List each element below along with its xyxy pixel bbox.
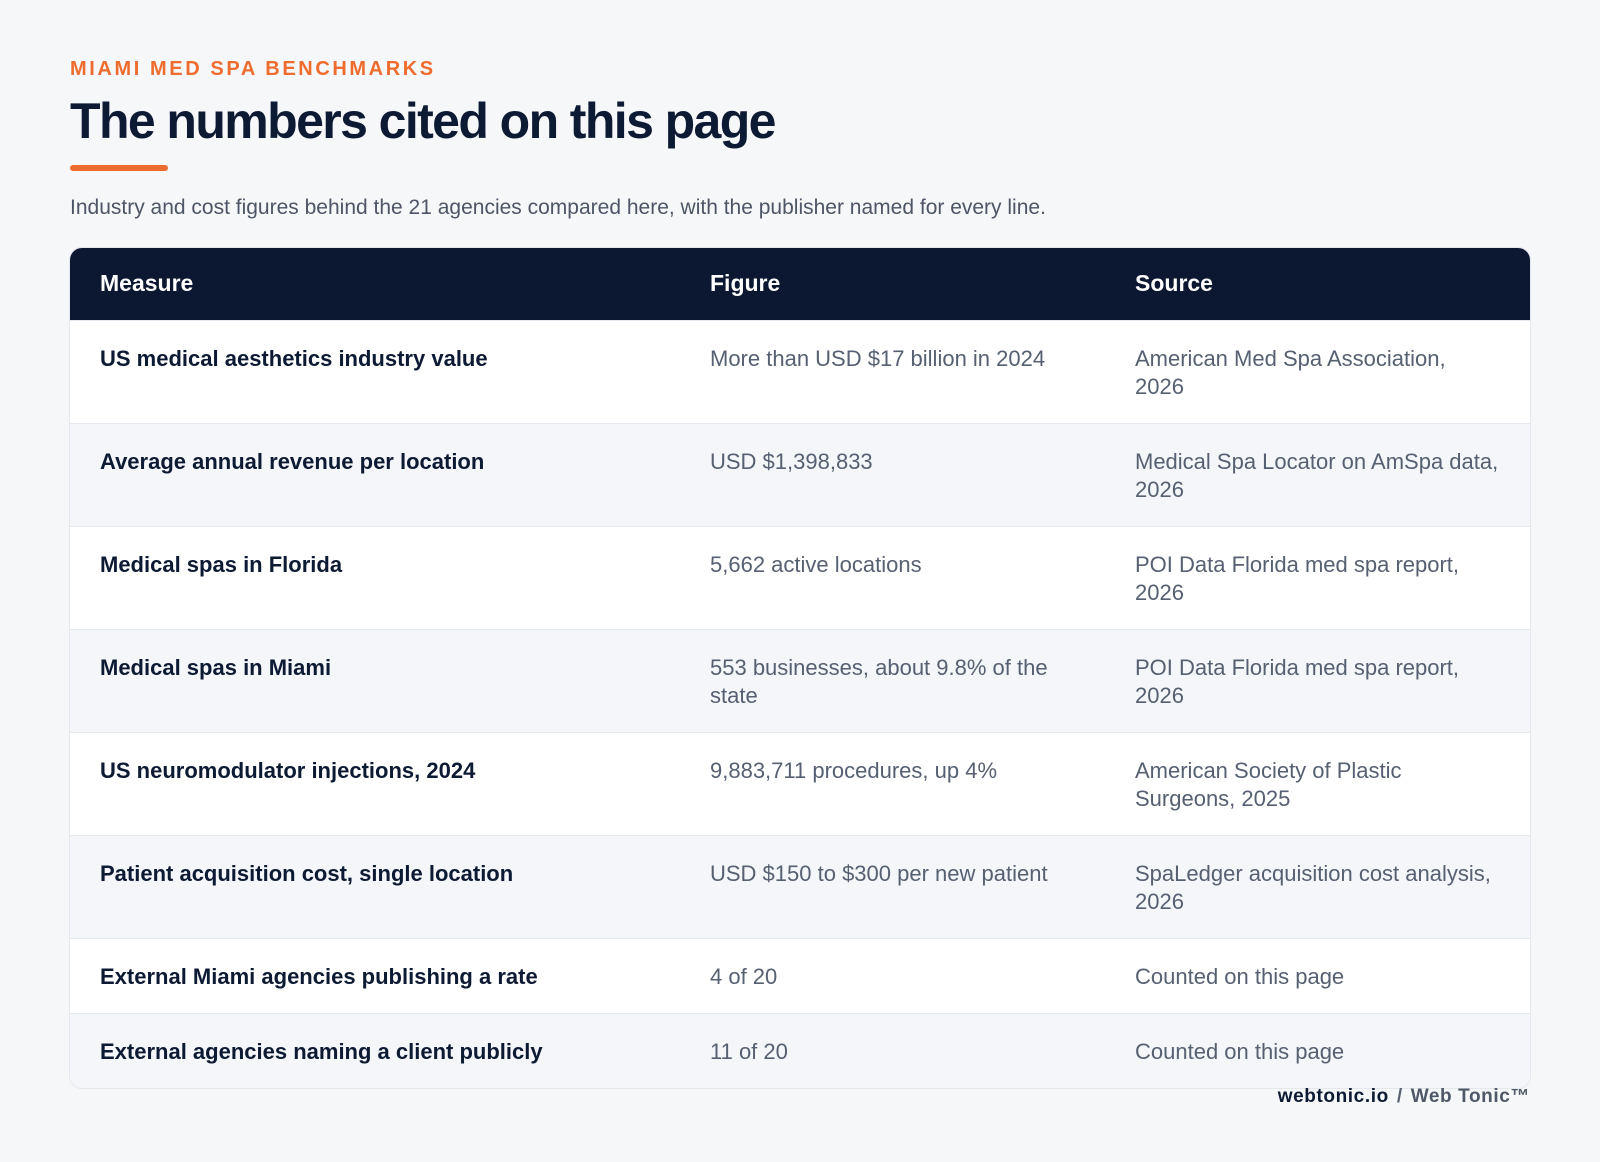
figure-cell: 553 businesses, about 9.8% of the state bbox=[680, 629, 1105, 732]
footer-domain: webtonic.io bbox=[1277, 1086, 1389, 1107]
source-cell: American Med Spa Association, 2026 bbox=[1105, 320, 1530, 423]
measure-cell: Patient acquisition cost, single location bbox=[70, 835, 680, 938]
eyebrow-label: MIAMI MED SPA BENCHMARKS bbox=[70, 58, 436, 80]
footer-brand: Web Tonic™ bbox=[1410, 1086, 1530, 1107]
figure-cell: USD $1,398,833 bbox=[680, 423, 1105, 526]
table-row bbox=[70, 320, 1530, 423]
figure-cell: 11 of 20 bbox=[680, 1013, 1105, 1088]
column-header-figure: Figure bbox=[710, 270, 781, 297]
table-row bbox=[70, 835, 1530, 938]
accent-underline bbox=[70, 165, 168, 171]
benchmarks-table-card bbox=[70, 248, 1530, 1088]
source-cell: American Society of Plastic Surgeons, 2025 bbox=[1105, 732, 1530, 835]
measure-cell: Medical spas in Florida bbox=[70, 526, 680, 629]
measure-cell: US medical aesthetics industry value bbox=[70, 320, 680, 423]
column-header-measure: Measure bbox=[100, 270, 194, 297]
benchmarks-table bbox=[70, 248, 1530, 1088]
table-row bbox=[70, 732, 1530, 835]
figure-cell: 5,662 active locations bbox=[680, 526, 1105, 629]
footer-credit bbox=[1278, 1086, 1530, 1108]
source-cell: Medical Spa Locator on AmSpa data, 2026 bbox=[1105, 423, 1530, 526]
table-row bbox=[70, 423, 1530, 526]
measure-cell: Medical spas in Miami bbox=[70, 629, 680, 732]
figure-cell: 4 of 20 bbox=[680, 938, 1105, 1013]
source-cell: POI Data Florida med spa report, 2026 bbox=[1105, 526, 1530, 629]
column-header-source: Source bbox=[1135, 270, 1213, 297]
source-cell: Counted on this page bbox=[1105, 1013, 1530, 1088]
figure-cell: USD $150 to $300 per new patient bbox=[680, 835, 1105, 938]
table-row bbox=[70, 629, 1530, 732]
measure-cell: Average annual revenue per location bbox=[70, 423, 680, 526]
measure-cell: US neuromodulator injections, 2024 bbox=[70, 732, 680, 835]
table-row bbox=[70, 526, 1530, 629]
figure-cell: More than USD $17 billion in 2024 bbox=[680, 320, 1105, 423]
page-subtitle: Industry and cost figures behind the 21 agencies compared here, with the publisher named for every line. bbox=[70, 196, 1046, 219]
table-row bbox=[70, 938, 1530, 1013]
footer-separator: / bbox=[1396, 1086, 1403, 1107]
measure-cell: External Miami agencies publishing a rate bbox=[70, 938, 680, 1013]
figure-cell: 9,883,711 procedures, up 4% bbox=[680, 732, 1105, 835]
measure-cell: External agencies naming a client publicly bbox=[70, 1013, 680, 1088]
table-header bbox=[70, 248, 1530, 320]
source-cell: SpaLedger acquisition cost analysis, 2026 bbox=[1105, 835, 1530, 938]
table-row bbox=[70, 1013, 1530, 1088]
page-title: The numbers cited on this page bbox=[70, 93, 775, 149]
source-cell: Counted on this page bbox=[1105, 938, 1530, 1013]
source-cell: POI Data Florida med spa report, 2026 bbox=[1105, 629, 1530, 732]
